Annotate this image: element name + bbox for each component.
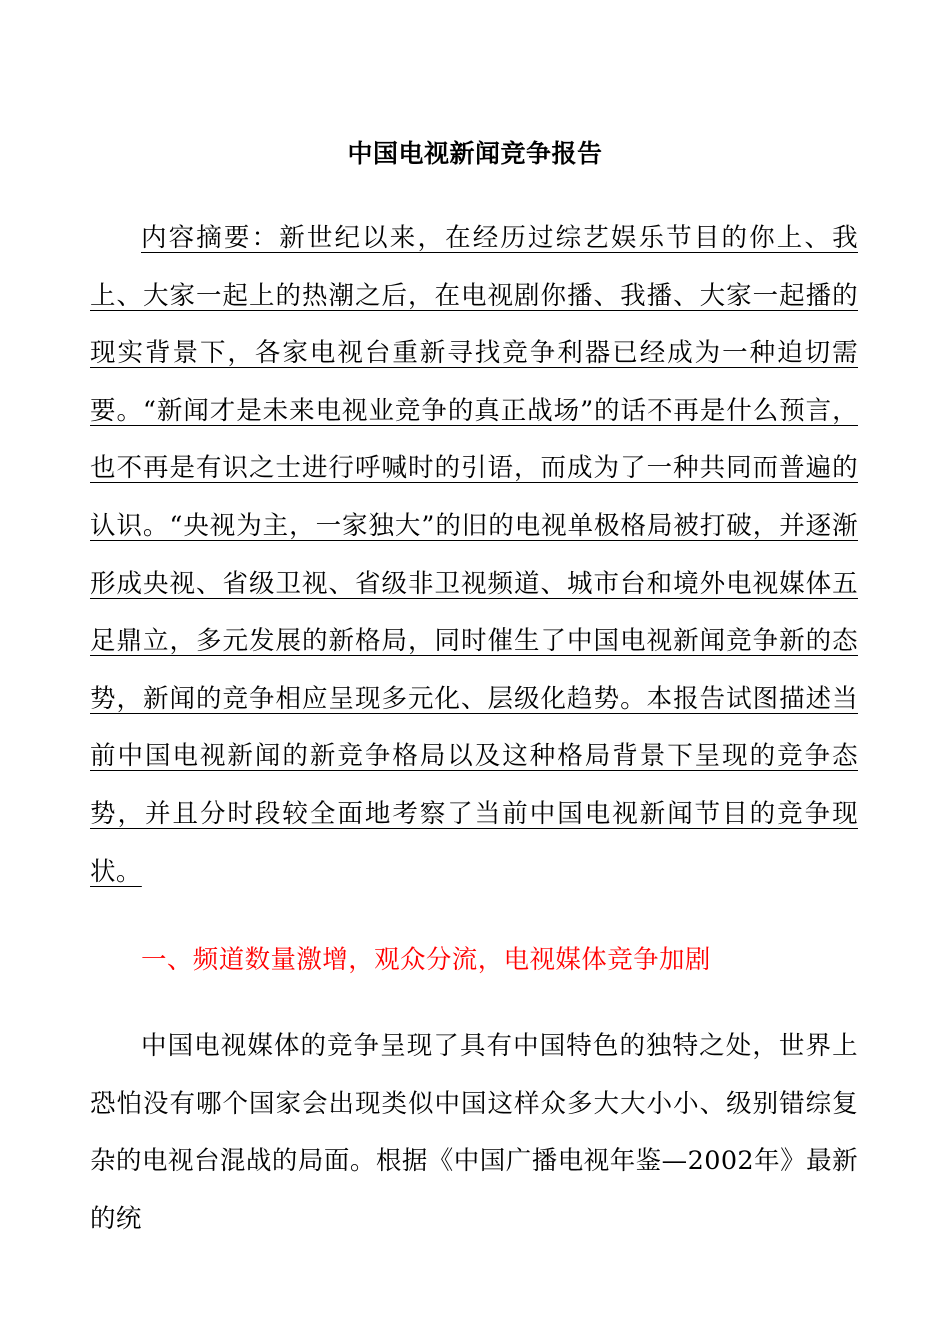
section-heading: 一、频道数量激增，观众分流，电视媒体竞争加剧 [141, 945, 711, 975]
document-title: 中国电视新闻竞争报告 [347, 139, 603, 168]
abstract-paragraph [90, 210, 858, 901]
abstract-text: 内容摘要：新世纪以来，在经历过综艺娱乐节目的你上、我上、大家一起上的热潮之后，在电视剧你播、我播、大家一起播的现实背景下，各家电视台重新寻找竞争利器已经成为一种迫切需要。“新闻才是未来电视业竞争的真正战场”的话不再是什么预言，也不再是有识之士进行呼喊时的引语，而成为了一种共同而普遍的认识。“央视为主，一家独大”的旧的电视单极格局被打破，并逐渐形成央视、省级卫视、省级非卫视频道、城市台和境外电视媒体五足鼎立，多元发展的新格局，同时催生了中国电视新闻竞争新的态势，新闻的竞争相应呈现多元化、层级化趋势。本报告试图描述当前中国电视新闻的新竞争格局以及这种格局背景下呈现的竞争态势，并且分时段较全面地考察了当前中国电视新闻节目的竞争现状。 [90, 223, 858, 887]
body-paragraph: 中国电视媒体的竞争呈现了具有中国特色的独特之处，世界上恐怕没有哪个国家会出现类似中国这样众多大大小小、级别错综复杂的电视台混战的局面。根据《中国广播电视年鉴—2002年》最新的统 [90, 1031, 858, 1234]
